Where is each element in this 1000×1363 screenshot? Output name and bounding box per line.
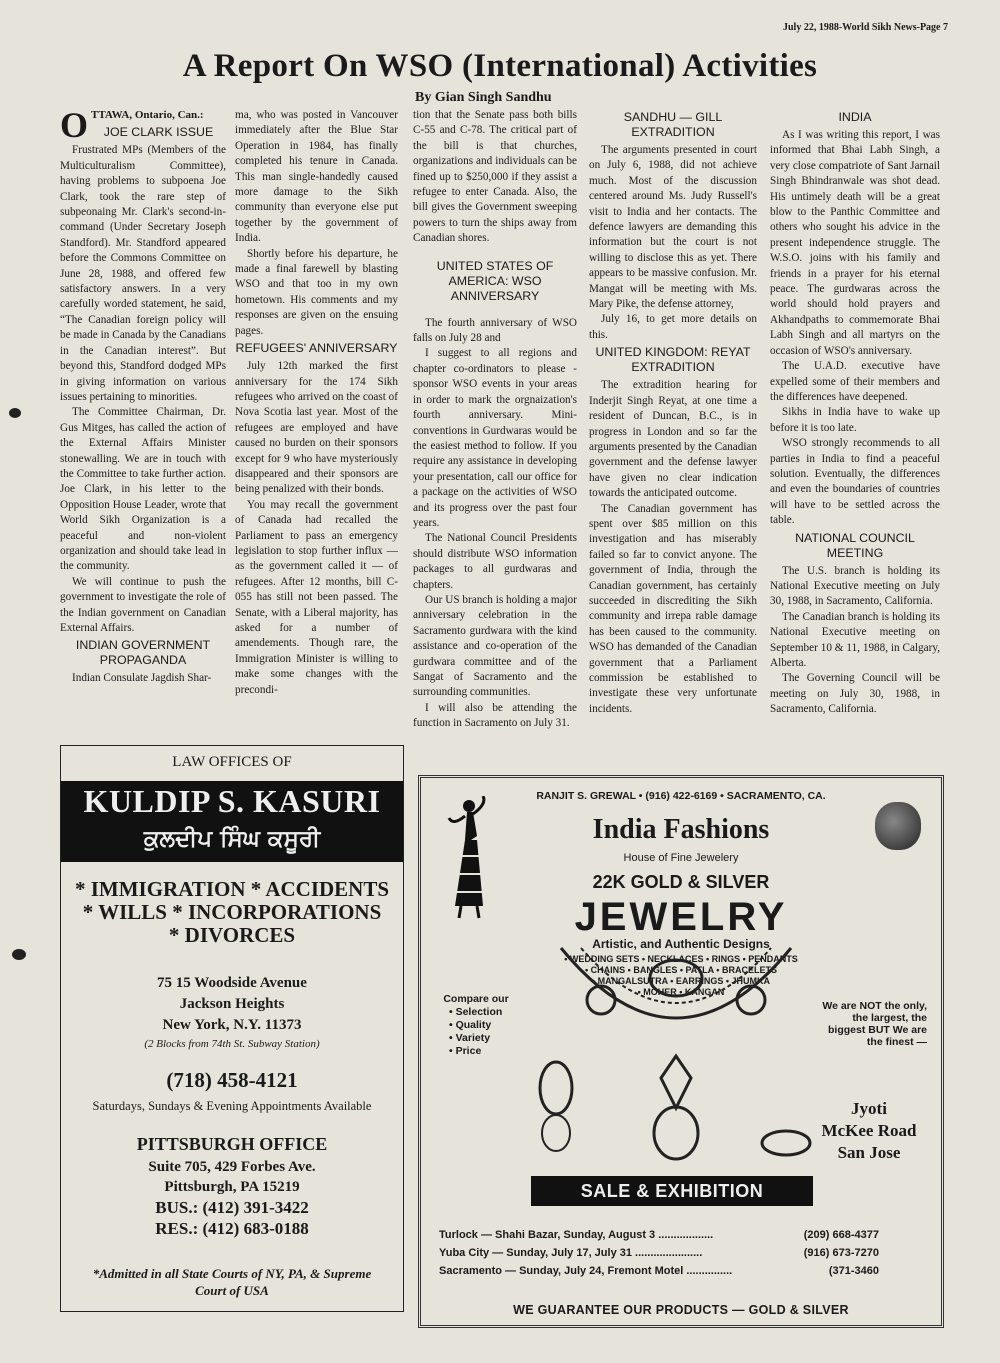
section-heading: NATIONAL COUNCIL MEETING — [795, 530, 915, 560]
compare-item: • Selection — [449, 1006, 511, 1019]
ad-kicker: LAW OFFICES OF — [172, 754, 292, 770]
article-column-5 — [770, 108, 940, 773]
article-column-2 — [235, 108, 398, 738]
schedule-row — [439, 1244, 879, 1262]
store-location — [813, 1098, 925, 1164]
services-line: * IMMIGRATION * ACCIDENTS — [74, 877, 390, 901]
schedule-row — [439, 1226, 879, 1244]
schedule-event: Turlock — Shahi Bazar, Sunday, August 3 .................. — [439, 1229, 714, 1241]
paragraph: I suggest to all regions and chapter co-ordinators to please - sponsor WSO events in your areas in order to mark the orgnaization's fourth anniversary. Mini-conventions in Gurdwaras would be the easiest method to follow. If you require any assistance in developing your presentation, call our office for a package on the activities of WSO and its progress over the past four years. — [413, 347, 577, 529]
paragraph: Shortly before his departure, he made a final farewell by blasting WSO and that too in my own hometown. His comments and my responses are given on the ensuing pages. — [235, 247, 398, 337]
services-line: * WILLS * INCORPORATIONS — [82, 900, 382, 924]
coin-emblem-icon — [875, 802, 921, 850]
schedule-phone: (916) 673-7270 — [803, 1247, 879, 1259]
dateline: TTAWA, Ontario, Can.: — [91, 109, 204, 121]
address-line: Pittsburgh, PA 15219 — [164, 1179, 300, 1195]
paragraph: The Committee Chairman, Dr. Gus Mitges, has called the action of the External Affairs Minister stonewalling. We are in touch with the Committee to take further action. Joe Clark, in his letter to the Opposition House Leader, wrote that World Sikh Organization is a peaceful and non-violent organization and should take lead in the community. — [60, 406, 226, 573]
article-column-1 — [60, 108, 226, 738]
jewelry-heading: JEWELRY — [574, 895, 788, 939]
punch-hole-mark — [12, 949, 26, 960]
sale-banner: SALE & EXHIBITION — [531, 1176, 813, 1206]
section-heading: REFUGEES' ANNIVERSARY — [235, 341, 398, 356]
article-column-4 — [589, 108, 757, 768]
address-line: New York, N.Y. 11373 — [162, 1017, 302, 1033]
law-office-ad — [60, 745, 404, 1312]
necklace-illustration-icon — [531, 938, 821, 1178]
paragraph: I will also be attending the function in Sacramento on July 31. — [413, 701, 577, 730]
ad-contact-line: RANJIT S. GREWAL • (916) 422-6169 • SACRAMENTO, CA. — [536, 790, 826, 802]
page-folio: July 22, 1988-World Sikh News-Page 7 — [782, 22, 948, 33]
paragraph: The Canadian government has spent over $85 million on this investigation and has miserably failed so far to convict anyone. The government of India, through the Canadian government, has certainly succeeded in discrediting the Sikh community and irrepa rable damage has been caused to the community. WSO has demanded of the Canadian government that a Parliament commission be established to investigate these very unfortunate incidents. — [589, 502, 757, 715]
paragraph: July 16, to get more details on this. — [589, 313, 757, 341]
admission-note: *Admitted in all State Courts of NY, PA, & Supreme — [92, 1266, 372, 1281]
address-line: Suite 705, 429 Forbes Ave. — [148, 1159, 316, 1175]
schedule-phone: (209) 668-4377 — [803, 1229, 879, 1241]
branch-office-title: PITTSBURGH OFFICE — [136, 1134, 328, 1154]
exhibition-schedule — [439, 1226, 879, 1280]
admission-note: Court of USA — [195, 1283, 269, 1298]
paragraph: The U.S. branch is holding its National Executive meeting on July 30, 1988, in Sacramento, California. — [770, 564, 940, 608]
section-heading: JOE CLARK ISSUE — [103, 125, 214, 140]
article-byline: By Gian Singh Sandhu — [415, 90, 552, 105]
metal-heading: 22K GOLD & SILVER — [592, 872, 770, 892]
paragraph: July 12th marked the first anniversary for the 174 Sikh refugees who arrived on the coast of Nova Scotia last year. Most of the refugees are employed and have caused no burden on their sponsors except for 9 who have mysteriously disappeared and their sponsors are being penalized with their bonds. — [235, 360, 398, 496]
address-line: 75 15 Woodside Avenue — [157, 975, 307, 991]
paragraph: The Canadian branch is holding its National Executive meeting on September 10 & 11, 1988, in Calgary, Alberta. — [770, 610, 940, 669]
schedule-event: Yuba City — Sunday, July 17, July 31 ...................... — [439, 1247, 703, 1259]
services-line: * DIVORCES — [168, 923, 296, 947]
product-line: • WEDDING SETS • NECKLACES • RINGS • PENDANTS — [564, 954, 798, 964]
paragraph: We will continue to push the government to investigate the role of the Indian government on Canadian External Affairs. — [60, 575, 226, 634]
dancer-figure-icon — [443, 796, 493, 921]
paragraph: As I was writing this report, I was informed that Bhai Labh Singh, a very close compatriote of Sant Jarnail Singh Bhindranwale was shot dead. His untimely death will be a great blow to the Panthic Committee and others who sought his advice in the present independence struggle. The W.S.O. joins with his family and friends in a prayer for his eternal peace. The gurdwaras across the world should hold prayers and Akhandpaths to commemorate Bhai Labh Singh and all martyrs on the occasion of WSO's anniversary. — [770, 129, 940, 357]
store-brand: India Fashions — [592, 814, 770, 845]
section-heading: INDIA — [838, 110, 872, 124]
schedule-row — [439, 1262, 879, 1280]
product-line: • MANGALSUTRA • EARRINGS • JHUMKA — [591, 976, 771, 986]
article-column-3 — [413, 108, 577, 768]
paragraph: You may recall the government of Canada had recalled the Parliament to pass an emergency legislation to stop further influx — as the government called it — of refugees. After 12 months, bill C-055 has still not been passed. The Senate, with a Liberal majority, has asked for a number of amendements. Though rare, the Immigration Minister is willing to make some changes with the precondi- — [235, 498, 398, 696]
schedule-phone: (371-3460 — [828, 1265, 879, 1277]
location-line: McKee Road — [821, 1121, 917, 1140]
compare-title: Compare our — [443, 993, 509, 1005]
punch-hole-mark — [9, 408, 21, 418]
section-heading: SANDHU — GILL EXTRADITION — [623, 110, 723, 139]
guarantee-line: WE GUARANTEE OUR PRODUCTS — GOLD & SILVER — [513, 1303, 849, 1317]
address-note: (2 Blocks from 74th St. Subway Station) — [144, 1038, 320, 1050]
finest-claim: We are NOT the only, the largest, the biggest BUT We are the finest — — [822, 1000, 927, 1048]
location-line: Jyoti — [851, 1099, 887, 1118]
paragraph: The extradition hearing for Inderjit Singh Reyat, at one time a resident of Duncan, B.C., is in progress in London and so far the arguments presented by the Canadian government and the defense lawyer have given no clear indication towards the anticipated outcome. — [589, 379, 757, 500]
paragraph: The fourth anniversary of WSO falls on July 28 and — [413, 316, 577, 345]
article-headline: A Report On WSO (International) Activities — [182, 48, 818, 84]
phone-number: (718) 458-4121 — [166, 1068, 298, 1092]
paragraph: ma, who was posted in Vancouver immediately after the Blue Star Operation in 1984, has finally completed his tenure in Canada. This man single-handedly caused more damage to the Sikh community than everyone else put together by the government of India. — [235, 109, 398, 245]
paragraph: tion that the Senate pass both bills C-55 and C-78. The critical part of the bill is that churches, organizations and individuals can be fined up to $250,000 if they assist a refugee to enter Canada. Also, the bill gives the Government sweeping powers to turn the ships away from Canadian shores. — [413, 109, 577, 245]
paragraph: The U.A.D. executive have expelled some of their members and the differences have deepened. — [770, 360, 940, 403]
drop-cap: O — [60, 108, 89, 145]
compare-list — [441, 993, 511, 1058]
jewelry-ad — [418, 775, 944, 1328]
lawyer-name-gurmukhi: ਕੁਲਦੀਪ ਸਿੰਘ ਕਸੂਰੀ — [61, 822, 403, 862]
business-phone: BUS.: (412) 391-3422 — [155, 1198, 309, 1217]
paragraph: Sikhs in India have to wake up before it is too late. — [770, 406, 940, 434]
store-tagline: House of Fine Jewelery — [623, 852, 739, 864]
location-line: San Jose — [837, 1143, 901, 1162]
section-heading: UNITED KINGDOM: REYAT EXTRADITION — [595, 345, 751, 375]
address-line: Jackson Heights — [179, 996, 285, 1012]
section-heading: UNITED STATES OF AMERICA: WSO ANNIVERSARY — [436, 258, 554, 303]
product-line: • MOHER • KANGAN — [637, 987, 725, 997]
office-hours: Saturdays, Sundays & Evening Appointments Available — [92, 1099, 372, 1113]
paragraph: Frustrated MPs (Members of the Multiculturalism Committee), having problems to subpoena Joe Clark, took the rare step of subpeonaing Mr. Clark's second-in-command (Under Secretary Joseph Standford). Mr. Standford appeared before the Commons Committee on June 28, 1988, and offered few satisfactory answers. In a very carefully worded statement, he said, “The Canadian foreign policy will be made in Canada by the Canadians in the Canadian interest”. But beyond this, Standford dodged MPs in giving information on various issues pertaining to minorities. — [60, 144, 226, 403]
compare-item: • Quality — [449, 1019, 511, 1032]
lawyer-name: KULDIP S. KASURI — [61, 781, 403, 822]
product-line: • CHAINS • BANGLES • PATLA • BRACELETS — [585, 965, 777, 975]
residence-phone: RES.: (412) 683-0188 — [155, 1219, 309, 1238]
compare-item: • Variety — [449, 1032, 511, 1045]
schedule-event: Sacramento — Sunday, July 24, Fremont Motel ............... — [439, 1265, 733, 1277]
paragraph: The National Council Presidents should distribute WSO information packages to all gurdwaras and chapters. — [413, 532, 577, 591]
paragraph: WSO strongly recommends to all parties in India to find a peaceful solution. Eventually, the differences and even the boundaries of countries will have to be settled across the table. — [770, 437, 940, 527]
paragraph: The arguments presented in court on July 6, 1988, did not achieve much. Most of the discussion centered around Ms. Judy Russell's visit to India and her contacts. The defence lawyers are demanding this information but the court is not willing to disclose this as yet. There appears to be massive confusion. Mr. Mangat will be meeting with Ms. Mary Pike, the defense attorney, — [589, 144, 757, 311]
paragraph: The Governing Council will be meeting on July 30, 1988, in Sacramento, California. — [770, 672, 940, 716]
paragraph: Indian Consulate Jagdish Shar- — [72, 672, 212, 685]
section-heading: INDIAN GOVERNMENT PROPAGANDA — [75, 638, 211, 668]
paragraph: Our US branch is holding a major anniversary celebration in the Sacramento gurdwara with the kind assistance and co-operation of the gurdwara committee and of the Sangat of Sacramento and the surrounding communities. — [413, 593, 577, 699]
designs-line: Artistic, and Authentic Designs — [592, 937, 770, 951]
compare-item: • Price — [449, 1045, 511, 1058]
